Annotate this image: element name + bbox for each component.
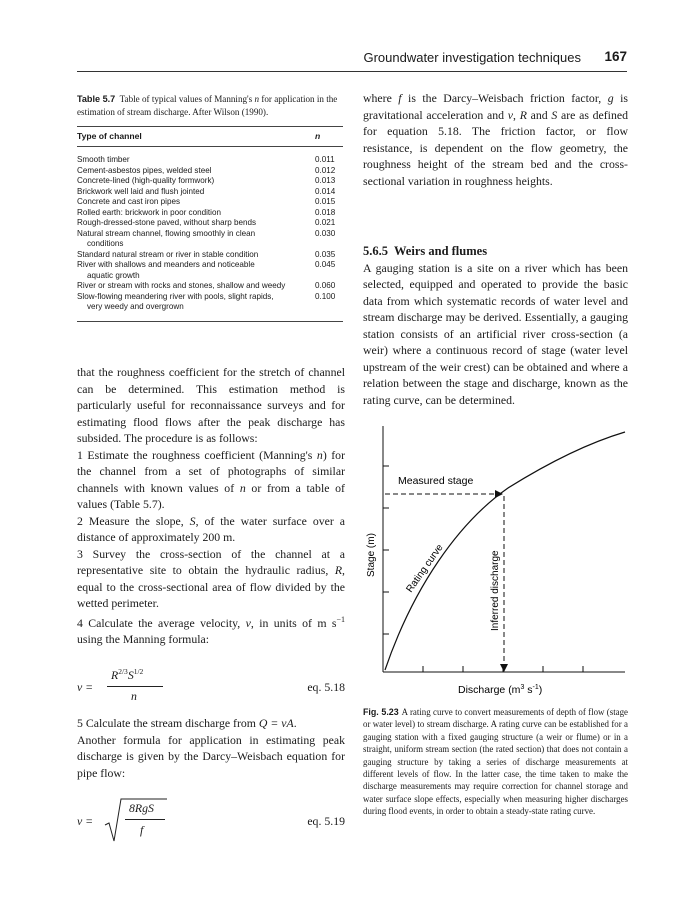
rating-curve-figure — [363, 418, 628, 708]
n-value-cell: 0.013 — [315, 176, 336, 185]
another-formula-paragraph: Another formula for application in estimating peak discharge is given by the Darcy–Weisbach equation for pipe flow: — [77, 732, 345, 780]
n-value-cell: 0.011 — [315, 155, 335, 164]
channel-type-cell: River or stream with rocks and stones, shallow and weedy — [77, 281, 286, 290]
n-value-cell: 0.035 — [315, 249, 336, 259]
darcy-weisbach-paragraph: where f is the Darcy–Weisbach friction factor, g is gravitational acceleration and v, R and S are as defined for equation 5.18. The friction factor, or flow resistance, is dependent on the flow geometry, the roughness height of the stream bed and the cross-sectional variation in roughness heights. — [363, 91, 628, 188]
table-header-rule — [77, 146, 343, 147]
n-value-cell: 0.018 — [315, 207, 336, 217]
eq519-label: eq. 5.19 — [307, 814, 345, 828]
channel-type-cell: Concrete-lined (high-quality formwork) — [77, 176, 215, 185]
channel-type-cell: Slow-flowing meandering river with pools, slight rapids, very weedy and overgrown — [77, 291, 274, 311]
figure-caption-text: A rating curve to convert measurements of depth of flow (stage or water level) to stream discharge. A rating curve can be established for a gauging station with a fixed gauging structure (a weir or flume) or in a straight, uniform stream section (the rated section) that does not contain a gauging structure by taking a series of discharge measurements at different levels of flow. In the latter case, the time taken to make the discharge measurements may require correction for channel storage and water surface slope effects, especially when measuring higher discharges during flood events, in order to obtain a steady-state rating curve. — [363, 707, 628, 817]
step-3: 3 Survey the cross-section of the channel at a representative site to obtain the hydraulic radius, R, equal to the cross-sectional area of flow divided by the wetted perimeter. — [77, 546, 345, 610]
y-axis-ticks — [383, 466, 389, 634]
page-header — [77, 48, 627, 70]
channel-type-cell: Rough-dressed-stone paved, without sharp bends — [77, 218, 257, 227]
col-header-channel: Type of channel — [77, 131, 142, 141]
eq518-fraction-bar — [107, 686, 163, 687]
n-value-cell: 0.015 — [315, 197, 336, 206]
manning-n-table — [77, 93, 343, 322]
section-number: 5.6.5 — [363, 244, 388, 258]
table-row — [77, 281, 343, 292]
equation-5-19: v = 8RgS f eq. 5.19 — [77, 797, 345, 847]
measured-stage-label: Measured stage — [398, 475, 474, 487]
x-axis-label: Discharge ($m^3$ $s^{-1}$) — [458, 684, 543, 696]
table-row — [77, 197, 343, 208]
weirs-section — [363, 243, 628, 408]
n-value-cell: 0.021 — [315, 218, 336, 227]
table-row — [77, 229, 343, 250]
col-header-n: n — [315, 131, 321, 141]
channel-type-cell: Standard natural stream or river in stable condition — [77, 249, 259, 259]
n-value-cell: 0.012 — [315, 165, 336, 175]
eq518-label: eq. 5.18 — [307, 680, 345, 694]
figure-caption — [363, 706, 628, 818]
step-4: 4 Calculate the average velocity, v, in units of m $s^{-1}$ using the Manning formula: — [77, 614, 345, 646]
step-1: 1 Estimate the roughness coefficient (Manning's n) for the channel from a set of photographs of similar channels with known values of n or from a table of values (Table 5.7). — [77, 447, 345, 511]
channel-type-cell: Brickwork well laid and flush jointed — [77, 186, 205, 196]
figure-caption-label: Fig. 5.23 — [363, 707, 399, 717]
eq518-numerator: $R^{2/3}S^{1/2}$ — [111, 667, 144, 682]
rating-curve-line — [385, 432, 625, 670]
step-5: 5 Calculate the stream discharge from Q = vA. — [77, 716, 297, 730]
table-row — [77, 166, 343, 177]
page-number: 167 — [604, 49, 627, 64]
channel-type-cell: Rolled earth: brickwork in poor condition — [77, 207, 221, 217]
table-row — [77, 292, 343, 313]
intro-paragraph: that the roughness coefficient for the stretch of channel can be determined. This estimation method is particularly useful for reconnaissance surveys and for estimating flood flows after the peak discharge has subsided. The procedure is as follows: — [77, 365, 345, 445]
table-row — [77, 250, 343, 261]
n-value-cell: 0.100 — [315, 291, 336, 301]
step-2: 2 Measure the slope, S, of the water surface over a distance of approximately 200 m. — [77, 513, 345, 544]
table-bottom-rule — [77, 321, 343, 322]
x-axis-ticks — [423, 666, 583, 672]
channel-type-cell: Cement-asbestos pipes, welded steel — [77, 165, 212, 175]
rating-curve-svg — [363, 418, 628, 708]
procedure-text — [77, 364, 345, 647]
channel-type-cell: River with shallows and meanders and noticeable aquatic growth — [77, 260, 255, 280]
running-title: Groundwater investigation techniques — [363, 50, 581, 65]
y-axis-label: Stage (m) — [366, 533, 377, 577]
channel-type-cell: Natural stream channel, flowing smoothly in clean conditions — [77, 228, 256, 248]
table-row — [77, 187, 343, 198]
n-value-cell: 0.030 — [315, 228, 336, 238]
table-header-row — [77, 127, 343, 146]
weirs-paragraph: A gauging station is a site on a river which has been selected, equipped and operated to provide the basic data from which systematic records of water level and stream discharge may be derived. Essentially, a gauging station consists of an artificial river cross-section (a weir) where a continuous record of stage (water level upstream of the weir crest) can be obtained and where a relation between the stage and discharge, known as the rating curve, can be determined. — [363, 260, 628, 407]
table-row — [77, 155, 343, 166]
eq519-fraction-bar — [125, 819, 165, 820]
table-row — [77, 176, 343, 187]
n-value-cell: 0.060 — [315, 281, 336, 290]
header-rule — [77, 71, 627, 72]
table-body — [77, 155, 343, 313]
n-value-cell: 0.014 — [315, 186, 336, 196]
n-value-cell: 0.045 — [315, 260, 336, 269]
step-5-text — [77, 715, 345, 781]
table-caption: Table 5.7 Table of typical values of Manning's n for application in the estimation of stream discharge. After Wilson (1990). — [77, 94, 338, 117]
table-caption-label: Table 5.7 — [77, 94, 116, 104]
inferred-discharge-label: Inferred discharge — [490, 550, 501, 631]
eq519-numerator: 8RgS — [129, 801, 154, 815]
table-row — [77, 260, 343, 281]
rating-curve-label: Rating curve — [404, 542, 446, 595]
channel-type-cell: Smooth timber — [77, 155, 130, 164]
section-heading — [363, 243, 628, 260]
channel-type-cell: Concrete and cast iron pipes — [77, 197, 181, 206]
equation-5-18: v = $R^{2/3}S^{1/2}$ n eq. 5.18 — [77, 667, 345, 703]
table-row — [77, 218, 343, 229]
section-title: Weirs and flumes — [394, 244, 488, 258]
table-row — [77, 208, 343, 219]
